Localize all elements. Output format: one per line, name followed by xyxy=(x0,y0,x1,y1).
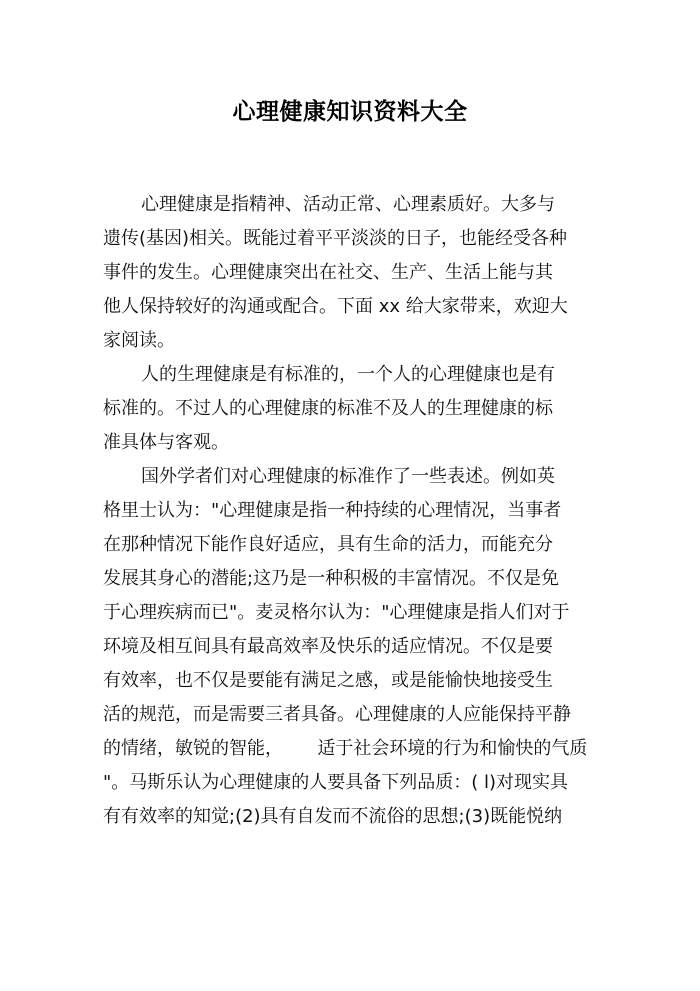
text-line: 事件的发生。心理健康突出在社交、生产、生活上能与其 xyxy=(103,262,553,283)
text-line: "。马斯乐认为心理健康的人要具备下列品质：( l)对现实具 xyxy=(103,772,569,793)
text-line: 准具体与客观。 xyxy=(103,432,229,453)
document-title: 心理健康知识资料大全 xyxy=(232,99,468,125)
text-line: 人的生理健康是有标准的，一个人的心理健康也是有 xyxy=(141,364,555,385)
paragraph-1 xyxy=(103,188,599,358)
text-line: 有效率，也不仅是要能有满足之感，或是能愉快地接受生 xyxy=(103,670,553,691)
text-line: 环境及相互间具有最高效率及快乐的适应情况。不仅是要 xyxy=(103,636,553,657)
text-line: 标准的。不过人的心理健康的标准不及人的生理健康的标 xyxy=(103,398,553,419)
text-line: 在那种情况下能作良好适应，具有生命的活力，而能充分 xyxy=(103,534,553,555)
text-line: 他人保持较好的沟通或配合。下面 xx 给大家带来，欢迎大 xyxy=(103,296,568,317)
text-line: 于心理疾病而已"。麦灵格尔认为："心理健康是指人们对于 xyxy=(103,602,570,623)
text-line: 的情绪，敏锐的智能， 适于社会环境的行为和愉快的气质 xyxy=(103,738,588,759)
text-line: 国外学者们对心理健康的标准作了一些表述。例如英 xyxy=(141,466,555,487)
text-line: 心理健康是指精神、活动正常、心理素质好。大多与 xyxy=(141,194,555,215)
text-line: 格里士认为："心理健康是指一种持续的心理情况，当事者 xyxy=(103,500,562,521)
document-body xyxy=(103,188,599,834)
paragraph-3 xyxy=(103,460,599,834)
text-line: 活的规范，而是需要三者具备。心理健康的人应能保持平静 xyxy=(103,704,571,725)
text-line: 发展其身心的潜能;这乃是一种积极的丰富情况。不仅是免 xyxy=(103,568,560,589)
paragraph-2 xyxy=(103,358,599,460)
text-line: 家阅读。 xyxy=(103,330,175,351)
text-line: 有有效率的知觉;(2)具有自发而不流俗的思想;(3)既能悦纳 xyxy=(103,806,563,827)
text-line: 遗传(基因)相关。既能过着平平淡淡的日子，也能经受各种 xyxy=(103,228,568,249)
